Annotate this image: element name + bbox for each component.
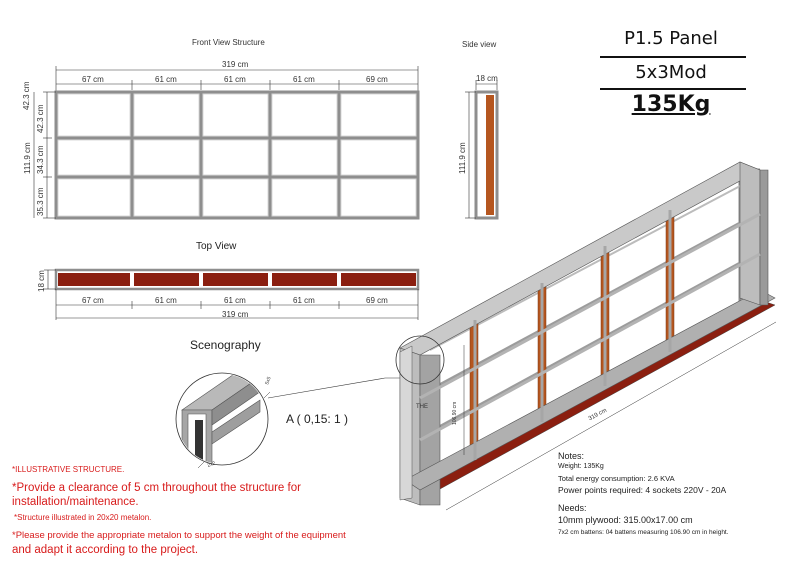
illustrative-note: *ILLUSTRATIVE STRUCTURE. [12, 465, 125, 474]
support-note-1: *Please provide the appropriate metalon to support the weight of the equipment [12, 530, 346, 541]
front-width-3: 61 cm [224, 75, 246, 84]
side-view-frame [476, 92, 497, 218]
side-height: 111.9 cm [458, 142, 467, 174]
iso-height-label: 106.90 cm [452, 401, 458, 425]
detail-leader-line [268, 378, 400, 398]
front-total-height: 111.9 cm [23, 142, 32, 174]
front-height-3: 35.3 cm [36, 187, 45, 216]
detail-dim-5x5: 5x5 [264, 376, 273, 386]
side-depth: 18 cm [476, 74, 498, 83]
top-width-2: 61 cm [155, 296, 177, 305]
iso-width-label: 319 cm [587, 407, 608, 423]
panel-weight: 135Kg [631, 92, 711, 117]
clearance-note-1: *Provide a clearance of 5 cm throughout the structure for [12, 482, 301, 494]
detail-circle [176, 370, 273, 470]
top-total-width: 319 cm [222, 310, 249, 319]
metalon-note: *Structure illustrated in 20x20 metalon. [14, 513, 152, 522]
iso-mark: THE [416, 404, 428, 410]
detail-scale-label: A ( 0,15: 1 ) [286, 412, 349, 426]
top-width-4: 61 cm [293, 296, 315, 305]
clearance-note-2: installation/maintenance. [12, 496, 139, 508]
notes-title: Notes: [558, 451, 585, 461]
scenography-title: Scenography [190, 338, 261, 352]
top-width-3: 61 cm [224, 296, 246, 305]
needs-title: Needs: [558, 503, 587, 513]
notes-energy: Total energy consumption: 2.6 KVA [558, 474, 675, 483]
front-frame-inner [58, 94, 416, 216]
top-view-title: Top View [196, 241, 237, 252]
panel-name: P1.5 Panel [624, 28, 718, 49]
top-width-5: 69 cm [366, 296, 388, 305]
top-view-frame [56, 270, 418, 289]
notes-weight: Weight: 135Kg [558, 463, 604, 470]
top-depth: 18 cm [37, 270, 46, 292]
front-total-width: 319 cm [222, 60, 249, 69]
support-note-2: and adapt it according to the project. [12, 544, 199, 556]
side-view-title: Side view [462, 40, 497, 49]
front-frame [56, 92, 418, 218]
front-width-1: 67 cm [82, 75, 104, 84]
front-width-4: 61 cm [293, 75, 315, 84]
needs-plywood: 10mm plywood: 315.00x17.00 cm [558, 515, 693, 525]
front-view-title: Front View Structure [192, 38, 265, 47]
front-width-5: 69 cm [366, 75, 388, 84]
front-width-2: 61 cm [155, 75, 177, 84]
top-width-1: 67 cm [82, 296, 104, 305]
isometric-structure [400, 162, 775, 505]
front-height-1: 42.3 cm [22, 81, 31, 110]
detail-dim-2x2: 2x2 [206, 460, 217, 469]
title-rule-1 [600, 56, 746, 58]
needs-battens: 7x2 cm battens: 04 battens measuring 106.90 cm in height. [558, 529, 729, 536]
front-height-1b: 42.3 cm [36, 104, 45, 133]
title-rule-2 [600, 88, 746, 90]
notes-power: Power points required: 4 sockets 220V - 20A [558, 485, 727, 495]
panel-modules: 5x3Mod [635, 62, 707, 83]
front-height-2: 34.3 cm [36, 145, 45, 174]
